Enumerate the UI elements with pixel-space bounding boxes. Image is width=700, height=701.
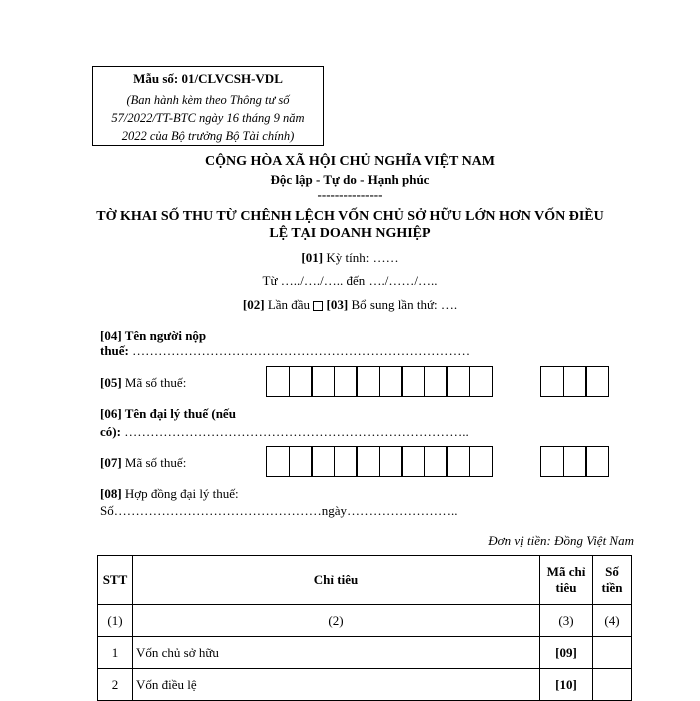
agent-contract-field[interactable]: Số…………………………………………ngày……………………..: [100, 503, 458, 518]
issued-line-3: 2022 của Bộ trưởng Bộ Tài chính): [121, 129, 295, 143]
currency-note: Đơn vị tiền: Đồng Việt Nam: [488, 533, 634, 548]
agent-tax-code-text: Mã số thuế:: [124, 455, 187, 470]
motto-separator: ---------------: [317, 187, 383, 202]
taxpayer-name-field[interactable]: [100, 343, 470, 359]
tax-agent-label-line-1: Tên đại lý thuế (nếu: [124, 406, 236, 421]
agent-tax-code-number: [07]: [100, 455, 122, 470]
index-cell: (3): [540, 605, 593, 637]
row-label: Vốn chủ sở hữu: [133, 637, 540, 669]
tax-code-number: [05]: [100, 375, 122, 390]
agent-contract-label: [100, 486, 239, 502]
tax-code-branch-boxes[interactable]: [540, 366, 609, 397]
national-motto: Độc lập - Tự do - Hạnh phúc: [270, 172, 430, 187]
form-title-line-2: LỆ TẠI DOANH NGHIỆP: [269, 226, 431, 241]
tax-code-boxes[interactable]: [266, 366, 493, 397]
first-submission-code: [02]: [242, 297, 265, 312]
taxpayer-name-label: [100, 328, 206, 344]
submission-line: [0, 297, 700, 313]
index-cell: (4): [593, 605, 632, 637]
header-so-tien: Số tiền: [593, 556, 632, 605]
issued-line-1: (Ban hành kèm theo Thông tư số: [126, 93, 290, 107]
agent-contract-text: Hợp đồng đại lý thuế:: [124, 486, 239, 501]
tax-agent-code: [06]: [100, 406, 122, 421]
form-number-box: [92, 66, 324, 146]
agent-tax-code-boxes[interactable]: [266, 446, 493, 477]
row-amount[interactable]: [593, 637, 632, 669]
row-amount[interactable]: [593, 669, 632, 701]
tax-agent-label-line-2: có):: [100, 424, 121, 439]
first-submission-checkbox[interactable]: [313, 301, 323, 311]
tax-code-label: [100, 375, 186, 391]
period-range: Từ …../…./….. đến …./……/…..: [262, 273, 438, 288]
agent-tax-code-label: [100, 455, 186, 471]
taxpayer-dots: ……………………………………………………………………: [132, 343, 471, 358]
supplement-label: Bổ sung lần thứ: ….: [351, 297, 458, 312]
row-code: [10]: [540, 669, 593, 701]
form-title-line-1: TỜ KHAI SỐ THU TỪ CHÊNH LỆCH VỐN CHỦ SỞ HỮU LỚN HƠN VỐN ĐIỀU: [96, 209, 604, 224]
table-row: [98, 669, 632, 701]
table-header-row: [98, 556, 632, 605]
row-stt: 1: [98, 637, 133, 669]
index-cell: (1): [98, 605, 133, 637]
header-stt: STT: [98, 556, 133, 605]
form-issued-note: [93, 91, 323, 145]
period-code: [01]: [301, 250, 324, 265]
tax-agent-field[interactable]: [100, 424, 469, 440]
header-chi-tieu: Chỉ tiêu: [133, 556, 540, 605]
taxpayer-label-line-1: Tên người nộp: [124, 328, 207, 343]
agent-contract-code: [08]: [100, 486, 122, 501]
tax-agent-label: [100, 406, 236, 422]
table-row: [98, 637, 632, 669]
period-label: Kỳ tính: ……: [326, 250, 399, 265]
country-name: CỘNG HÒA XÃ HỘI CHỦ NGHĨA VIỆT NAM: [204, 154, 495, 169]
index-cell: (2): [133, 605, 540, 637]
row-label: Vốn điều lệ: [133, 669, 540, 701]
period-line: [0, 250, 700, 266]
form-code: Mẫu số: 01/CLVCSH-VDL: [133, 71, 283, 86]
row-code: [09]: [540, 637, 593, 669]
supplement-code: [03]: [326, 297, 349, 312]
tax-code-text: Mã số thuế:: [124, 375, 187, 390]
agent-tax-code-branch-boxes[interactable]: [540, 446, 609, 477]
table-index-row: [98, 605, 632, 637]
header-ma-chi-tieu: Mã chỉ tiêu: [540, 556, 593, 605]
issued-line-2: 57/2022/TT-BTC ngày 16 tháng 9 năm: [111, 111, 305, 125]
taxpayer-label-line-2: thuế:: [100, 343, 129, 358]
first-submission-label: Lần đầu: [267, 297, 311, 312]
tax-agent-dots: ……………………………………………………………………..: [124, 424, 469, 439]
taxpayer-code: [04]: [100, 328, 122, 343]
row-stt: 2: [98, 669, 133, 701]
declaration-table: [97, 555, 632, 701]
